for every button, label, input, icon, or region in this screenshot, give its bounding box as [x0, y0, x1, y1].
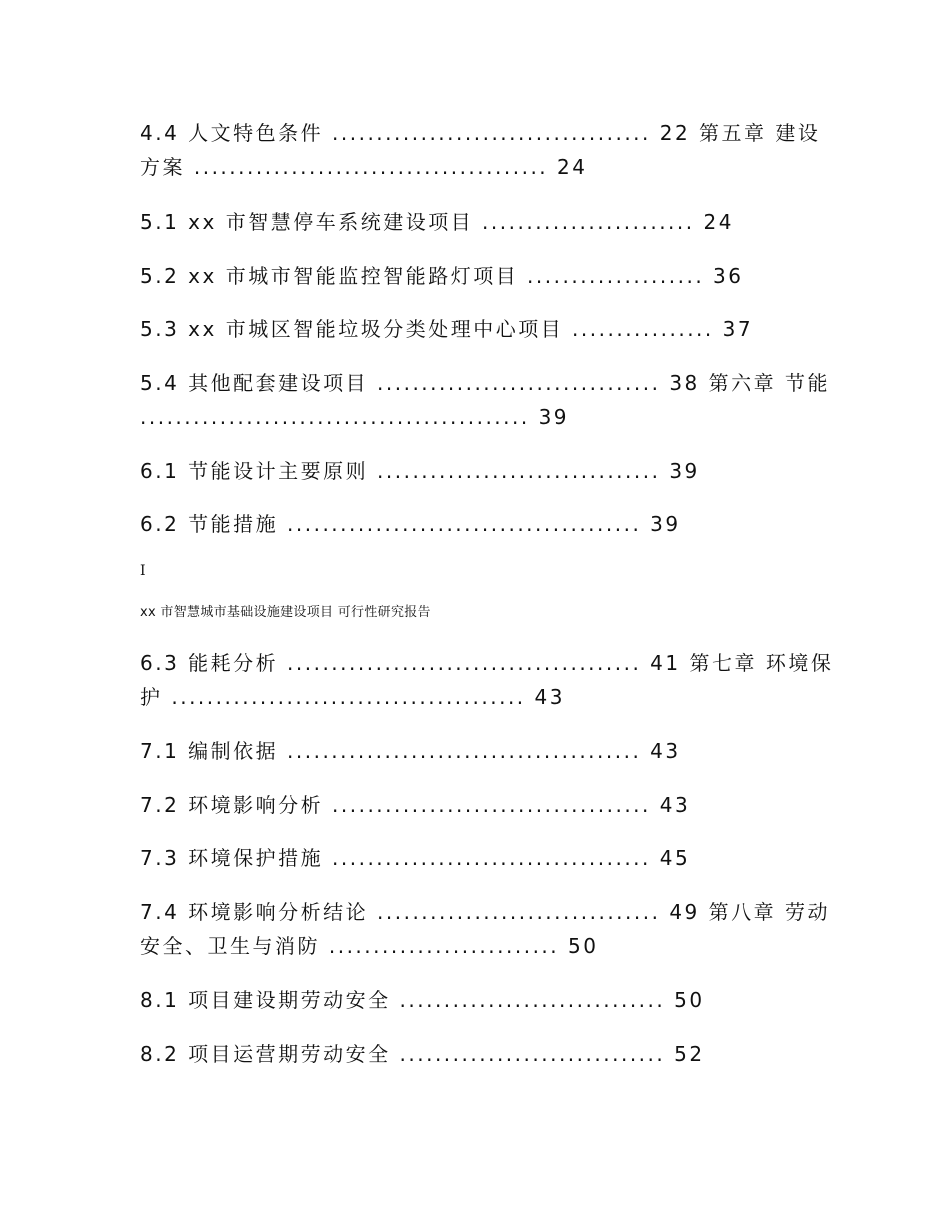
running-header: xx 市智慧城市基础设施建设项目 可行性研究报告 [140, 605, 431, 620]
toc-entry-7-1 [140, 734, 820, 768]
toc-line: 8.1 项目建设期劳动安全 .............................. 50 [140, 988, 705, 1012]
toc-line: 5.1 xx 市智慧停车系统建设项目 ........................ 24 [140, 210, 734, 234]
toc-entry-5-1 [140, 205, 820, 239]
toc-line: 8.2 项目运营期劳动安全 .............................. 52 [140, 1042, 705, 1066]
page-number-marker: I [140, 563, 146, 579]
toc-line: 5.3 xx 市城区智能垃圾分类处理中心项目 ................ 37 [140, 317, 754, 341]
toc-entry-8-1 [140, 983, 820, 1017]
toc-line: 7.3 环境保护措施 .................................... 45 [140, 846, 691, 870]
toc-entry-5-4 [140, 366, 830, 434]
toc-line: 6.2 节能措施 ........................................ 39 [140, 512, 681, 536]
toc-entry-7-3 [140, 841, 820, 875]
toc-line: 护 ........................................ 43 [140, 685, 565, 709]
toc-entry-8-2 [140, 1037, 820, 1071]
toc-line: 4.4 人文特色条件 .................................... 22 第五章 建设 [140, 121, 821, 145]
toc-line: 7.4 环境影响分析结论 ................................ 49 第八章 劳动 [140, 900, 830, 924]
toc-line: 6.3 能耗分析 ........................................ 41 第七章 环境保 [140, 651, 834, 675]
toc-entry-7-2 [140, 788, 820, 822]
toc-entry-7-4 [140, 895, 830, 963]
toc-entry-6-1 [140, 454, 820, 488]
toc-entry-5-3 [140, 312, 820, 346]
toc-line: ............................................ 39 [140, 405, 570, 429]
toc-line: 5.2 xx 市城市智能监控智能路灯项目 .................... 36 [140, 264, 744, 288]
toc-line: 7.2 环境影响分析 .................................... 43 [140, 793, 691, 817]
toc-line: 安全、卫生与消防 .......................... 50 [140, 934, 599, 958]
toc-line: 6.1 节能设计主要原则 ................................ 39 [140, 459, 700, 483]
toc-entry-4-4 [140, 116, 820, 184]
toc-entry-6-2 [140, 507, 820, 541]
toc-entry-6-3 [140, 646, 834, 714]
toc-line: 5.4 其他配套建设项目 ................................ 38 第六章 节能 [140, 371, 830, 395]
toc-line: 7.1 编制依据 ........................................ 43 [140, 739, 681, 763]
toc-line: 方案 ........................................ 24 [140, 155, 588, 179]
toc-entry-5-2 [140, 259, 820, 293]
